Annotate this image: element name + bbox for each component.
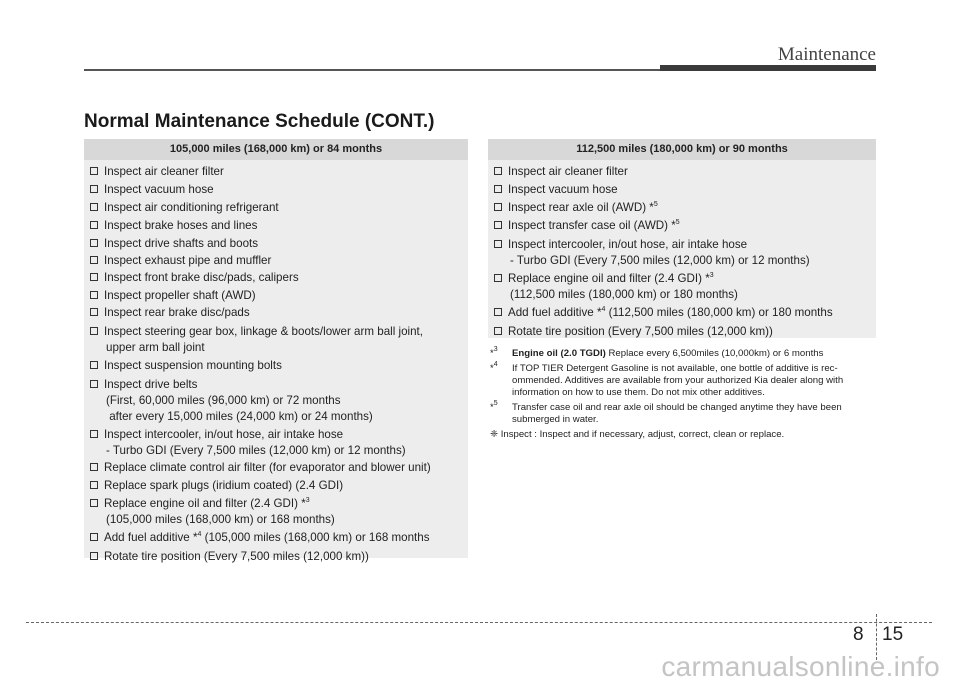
list-item: Inspect brake hoses and lines [90,218,462,234]
checkbox-icon [90,308,98,316]
list-item: Inspect intercooler, in/out hose, air intake hose - Turbo GDI (Every 7,500 miles (12,000 km) or 12 months) [494,237,870,269]
list-item: Inspect suspension mounting bolts [90,358,462,374]
list-item: Add fuel additive *$^4$ (112,500 miles (180,000 km) or 180 months [494,305,870,321]
section-title: Maintenance [777,44,876,65]
footnote-4: *$^4$ If TOP TIER Detergent Gasoline is not available, one bottle of additive is rec- ommended. Additives are available from your authorized Kia dealer along with information on how to use them. Do not mix other additives. [490,361,844,398]
checkbox-icon [90,167,98,175]
checkbox-icon [494,185,502,193]
panel-title: 105,000 miles (168,000 km) or 84 months [84,139,468,160]
checkbox-icon [90,552,98,560]
list-item: Inspect exhaust pipe and muffler [90,253,462,269]
list-item: Inspect vacuum hose [90,182,462,198]
list-item: Replace spark plugs (iridium coated) (2.4 GDI) [90,478,462,494]
list-item: Rotate tire position (Every 7,500 miles (12,000 km)) [90,549,462,565]
list-item: Replace climate control air filter (for evaporator and blower unit) [90,460,462,476]
list-item: Add fuel additive *$^4$ (105,000 miles (168,000 km) or 168 months [90,530,462,546]
list-item: Rotate tire position (Every 7,500 miles (12,000 km)) [494,324,870,340]
checkbox-icon [494,274,502,282]
chapter-number: 8 [853,624,864,645]
checkbox-icon [90,239,98,247]
checkbox-icon [90,203,98,211]
checkbox-icon [494,327,502,335]
list-item: Inspect vacuum hose [494,182,870,198]
watermark: carmanualsonline.info [661,651,940,682]
schedule-panel-112500 [488,139,876,338]
checkbox-icon [90,291,98,299]
list-item: Inspect transfer case oil (AWD) *$^5$ [494,218,870,234]
checkbox-icon [90,430,98,438]
list-item: Inspect drive belts (First, 60,000 miles (96,000 km) or 72 months after every 15,000 miles (24,000 km) or 24 months) [90,377,462,425]
header-rule-accent [660,65,876,71]
footnote-5: *$^5$ Transfer case oil and rear axle oil should be changed anytime they have been submerged in water. [490,400,842,425]
header-rule [84,69,660,71]
checkbox-icon [90,499,98,507]
list-item: Inspect rear brake disc/pads [90,305,462,321]
list-item: Inspect rear axle oil (AWD) *$^5$ [494,200,870,216]
checkbox-icon [494,203,502,211]
list-item: Inspect front brake disc/pads, calipers [90,270,462,286]
panel-title: 112,500 miles (180,000 km) or 90 months [488,139,876,160]
footnotes [490,348,876,441]
checkbox-icon [90,361,98,369]
checkbox-icon [90,463,98,471]
checkbox-icon [494,221,502,229]
checkbox-icon [90,185,98,193]
checkbox-icon [494,308,502,316]
checkbox-icon [90,221,98,229]
list-item: Inspect drive shafts and boots [90,236,462,252]
checkbox-icon [494,240,502,248]
page-heading: Normal Maintenance Schedule (CONT.) [84,111,435,132]
list-item: Inspect propeller shaft (AWD) [90,288,462,304]
list-item: Inspect air cleaner filter [90,164,462,180]
list-item: Inspect intercooler, in/out hose, air intake hose - Turbo GDI (Every 7,500 miles (12,000 km) or 12 months) [90,427,462,459]
footnote-3: *$^3$ Engine oil (2.0 TGDI) Replace every 6,500miles (10,000km) or 6 months [490,346,824,359]
checkbox-icon [494,167,502,175]
checkbox-icon [90,273,98,281]
checkbox-icon [90,533,98,541]
list-item: Replace engine oil and filter (2.4 GDI) *$^3$ (112,500 miles (180,000 km) or 180 months) [494,271,870,303]
footer-rule [26,622,932,623]
inspect-note: ❈ Inspect : Inspect and if necessary, adjust, correct, clean or replace. [490,429,785,440]
checkbox-icon [90,380,98,388]
checkbox-icon [90,481,98,489]
checkbox-icon [90,256,98,264]
list-item: Inspect steering gear box, linkage & boots/lower arm ball joint, upper arm ball joint [90,324,462,356]
checkbox-icon [90,327,98,335]
list-item: Replace engine oil and filter (2.4 GDI) *$^3$ (105,000 miles (168,000 km) or 168 months) [90,496,462,528]
page-number: 15 [882,624,904,645]
list-item: Inspect air cleaner filter [494,164,870,180]
schedule-panel-105000 [84,139,468,563]
list-item: Inspect air conditioning refrigerant [90,200,462,216]
